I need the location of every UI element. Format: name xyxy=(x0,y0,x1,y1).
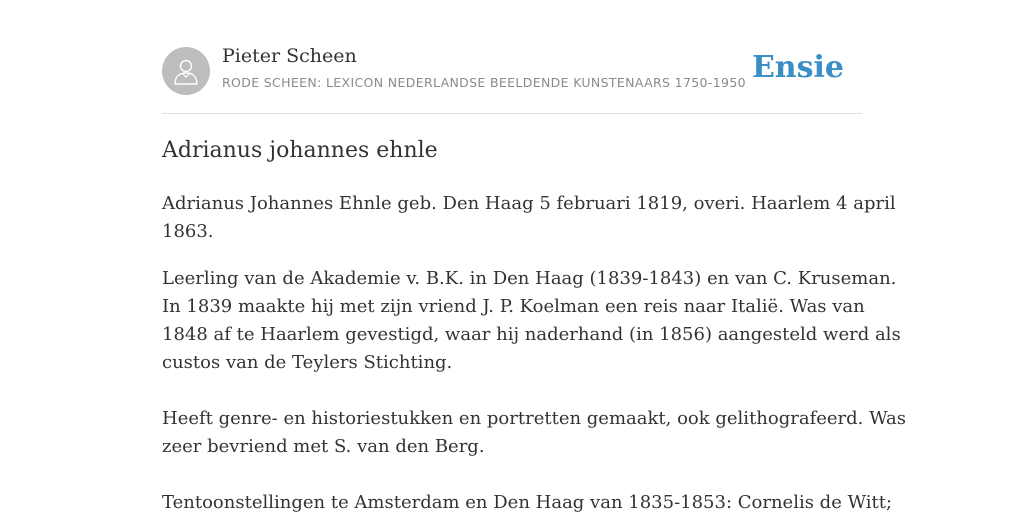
paragraph-line: zeer bevriend met S. van den Berg. xyxy=(162,436,485,457)
article-paragraph-1 xyxy=(162,190,896,246)
paragraph-line: Leerling van de Akademie v. B.K. in Den Haag (1839-1843) en van C. Kruseman. xyxy=(162,268,897,289)
article-paragraph-2 xyxy=(162,265,901,377)
user-icon xyxy=(173,57,199,85)
paragraph-line: Adrianus Johannes Ehnle geb. Den Haag 5 februari 1819, overi. Haarlem 4 april xyxy=(162,193,896,214)
article-paragraph-3 xyxy=(162,405,907,461)
ensie-logo[interactable]: Ensie xyxy=(751,50,844,85)
article-paragraph-4 xyxy=(162,489,893,512)
author-avatar[interactable] xyxy=(162,47,210,95)
article-title: Adrianus johannes ehnle xyxy=(162,138,438,163)
paragraph-line: 1848 af te Haarlem gevestigd, waar hij naderhand (in 1856) aangesteld werd als xyxy=(162,324,901,345)
source-title[interactable]: RODE SCHEEN: LEXICON NEDERLANDSE BEELDENDE KUNSTENAARS 1750-1950 xyxy=(222,75,746,90)
paragraph-line: 1863. xyxy=(162,221,214,242)
content-column xyxy=(162,0,907,512)
paragraph-line: In 1839 maakte hij met zijn vriend J. P. Koelman een reis naar Italië. Was van xyxy=(162,296,865,317)
paragraph-line: Heeft genre- en historiestukken en portretten gemaakt, ook gelithografeerd. Was xyxy=(162,408,907,429)
article-header xyxy=(162,0,862,114)
author-name[interactable]: Pieter Scheen xyxy=(222,45,357,67)
paragraph-line: Tentoonstellingen te Amsterdam en Den Haag van 1835-1853: Cornelis de Witt; xyxy=(162,492,893,512)
paragraph-line: custos van de Teylers Stichting. xyxy=(162,352,453,373)
